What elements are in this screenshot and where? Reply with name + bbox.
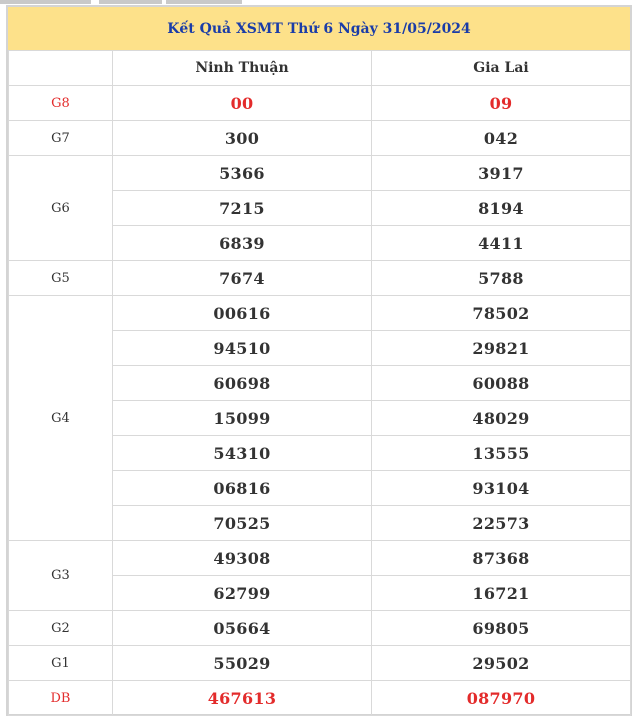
header-row <box>9 51 631 86</box>
header-empty-cell <box>9 51 113 86</box>
result-number: 94510 <box>113 331 372 366</box>
result-number: 042 <box>372 121 631 156</box>
title-bar <box>8 7 630 50</box>
results-table <box>8 50 631 716</box>
result-number: 6839 <box>113 226 372 261</box>
result-number: 16721 <box>372 576 631 611</box>
result-number: 00 <box>113 86 372 121</box>
result-number: 5366 <box>113 156 372 191</box>
result-number: 69805 <box>372 611 631 646</box>
prize-row-g8 <box>9 86 631 121</box>
result-number: 54310 <box>113 436 372 471</box>
result-number: 06816 <box>113 471 372 506</box>
prize-label-g5: G5 <box>9 261 113 296</box>
result-number: 22573 <box>372 506 631 541</box>
result-number: 300 <box>113 121 372 156</box>
result-number: 00616 <box>113 296 372 331</box>
result-number: 05664 <box>113 611 372 646</box>
result-number: 29502 <box>372 646 631 681</box>
prize-row-g6 <box>9 156 631 191</box>
result-number: 62799 <box>113 576 372 611</box>
result-number: 7674 <box>113 261 372 296</box>
prize-label-g6: G6 <box>9 156 113 261</box>
result-number: 60698 <box>113 366 372 401</box>
special-prize-number: 087970 <box>372 681 631 716</box>
top-tab[interactable] <box>99 0 162 4</box>
result-number: 93104 <box>372 471 631 506</box>
result-number: 5788 <box>372 261 631 296</box>
prize-row-g2 <box>9 611 631 646</box>
page-title: Kết Quả XSMT Thứ 6 Ngày 31/05/2024 <box>167 20 471 37</box>
result-number: 70525 <box>113 506 372 541</box>
result-number: 78502 <box>372 296 631 331</box>
result-number: 87368 <box>372 541 631 576</box>
prize-row-g3 <box>9 541 631 576</box>
result-number: 55029 <box>113 646 372 681</box>
result-number: 13555 <box>372 436 631 471</box>
prize-row-g4 <box>9 296 631 331</box>
result-number: 48029 <box>372 401 631 436</box>
prize-row-g5 <box>9 261 631 296</box>
province-header-ninh-thuan: Ninh Thuận <box>113 51 372 86</box>
result-number: 8194 <box>372 191 631 226</box>
result-number: 29821 <box>372 331 631 366</box>
prize-label-g8: G8 <box>9 86 113 121</box>
prize-label-g7: G7 <box>9 121 113 156</box>
result-number: 3917 <box>372 156 631 191</box>
prize-label-g1: G1 <box>9 646 113 681</box>
top-tab[interactable] <box>0 0 91 4</box>
special-prize-number: 467613 <box>113 681 372 716</box>
prize-row-db <box>9 681 631 716</box>
result-number: 4411 <box>372 226 631 261</box>
result-number: 7215 <box>113 191 372 226</box>
prize-row-g1 <box>9 646 631 681</box>
prize-label-g2: G2 <box>9 611 113 646</box>
results-frame <box>6 5 632 716</box>
prize-label-g3: G3 <box>9 541 113 611</box>
result-number: 60088 <box>372 366 631 401</box>
prize-label-db: DB <box>9 681 113 716</box>
prize-row-g7 <box>9 121 631 156</box>
result-number: 09 <box>372 86 631 121</box>
province-header-gia-lai: Gia Lai <box>372 51 631 86</box>
prize-label-g4: G4 <box>9 296 113 541</box>
top-tab[interactable] <box>166 0 242 4</box>
result-number: 15099 <box>113 401 372 436</box>
result-number: 49308 <box>113 541 372 576</box>
